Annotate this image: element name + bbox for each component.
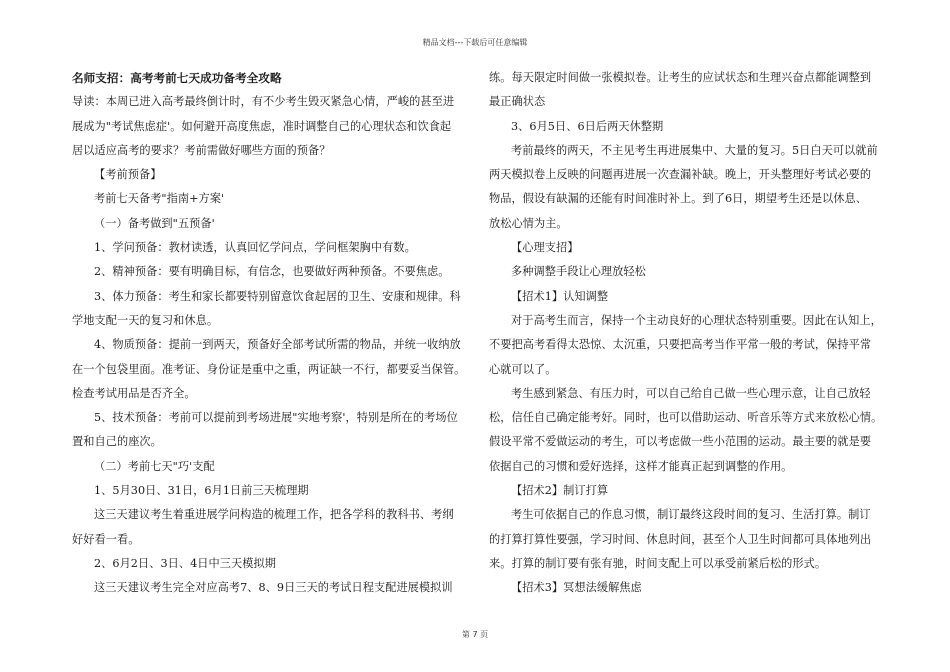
- text-line: 4、物质预备：提前一到两天，预备好全部考试所需的物品，并统一收纳放: [94, 338, 461, 352]
- text-line: 对于高考生而言，保持一个主动良好的心理状态特别重要。因此在认知上，: [511, 313, 882, 327]
- text-line: 检查考试用品是否齐全。: [72, 386, 196, 400]
- text-line: 放松心情为主。: [489, 216, 568, 230]
- text-line: 学地支配一天的复习和休息。: [72, 313, 219, 327]
- text-line: 练。每天限定时间做一张模拟卷。让考生的应试状态和生理兴奋点都能调整到: [489, 71, 872, 84]
- left-column: [72, 66, 466, 601]
- text-line: 展成为"考试焦虑症'。如何避开高度焦虑，准时调整自己的心理状态和饮食起: [72, 119, 452, 133]
- text-line: （一）备考做到"五预备': [94, 216, 215, 230]
- text-line: 导读：本周已进入高考最终倒计时，有不少考生毁灭紧急心情，严峻的甚至进: [72, 95, 455, 109]
- text-line: 【招术3】冥想法缓解焦虑: [511, 581, 642, 595]
- text-line: 5、技术预备：考前可以提前到考场进展"实地考察'，特别是所在的考场位: [94, 411, 458, 425]
- right-column: [489, 66, 883, 601]
- text-line: 考生感到紧急、有压力时，可以自己给自己做一些心理示意，让自己放轻: [511, 386, 871, 400]
- text-line: 3、体力预备：考生和家长都要特别留意饮食起居的卫生、安康和规律。科: [94, 289, 461, 303]
- text-line: 【心理支招】: [511, 241, 579, 255]
- text-line: 这三天建议考生完全对应高考7、8、9日三天的考试日程支配进展模拟训: [94, 581, 453, 595]
- text-line: 来。打算的制订要有张有驰，时间支配上可以承受前紧后松的形式。: [489, 556, 827, 570]
- text-line: 考生可依据自己的作息习惯，制订最终这段时间的复习、生活打算。制订: [511, 508, 871, 522]
- text-line: 不要把高考看得太恐惊、太沉重，只要把高考当作平常一般的考试，保持平常: [489, 338, 872, 352]
- text-line: 多种调整手段让心理放轻松: [511, 265, 646, 279]
- text-line: 【招术2】制订打算: [511, 484, 609, 498]
- text-line: 两天模拟卷上反映的问题再进展一次查漏补缺。晚上，开头整理好考试必要的: [489, 168, 872, 182]
- article-title: 名师支招：高考考前七天成功备考全攻略: [72, 71, 282, 85]
- page-footer: 第 7 页: [461, 630, 489, 639]
- text-line: 在一个包袋里面。准考证、身份证是重中之重，两证缺一不行，都要妥当保管。: [72, 362, 466, 376]
- text-line: 考前七天备考"指南+方案': [94, 192, 225, 206]
- text-line: 的打算打算性要强，学习时间、休息时间，甚至个人卫生时间都可具体地列出: [489, 532, 872, 546]
- text-line: 1、5月30日、31日，6月1日前三天梳理期: [94, 484, 309, 498]
- text-line: 假设平常不爱做运动的考生，可以考虑做一些小范围的运动。最主要的就是要: [489, 435, 872, 449]
- text-line: 2、精神预备：要有明确目标，有信念，也要做好两种预备。不要焦虑。: [94, 265, 450, 279]
- text-line: 3、6月5日、6日后两天休整期: [511, 119, 664, 133]
- text-line: 【招术1】认知调整: [511, 289, 609, 303]
- text-line: 考前最终的两天，不主见考生再进展集中、大量的复习。5日白天可以就前: [511, 143, 878, 157]
- text-line: 心就可以了。: [489, 362, 557, 376]
- text-line: 【考前预备】: [94, 168, 162, 182]
- text-line: 松，信任自己确定能考好。同时，也可以借助运动、听音乐等方式来放松心情。: [489, 411, 883, 425]
- text-line: 依据自己的习惯和爱好选择，这样才能真正起到调整的作用。: [489, 459, 793, 473]
- text-line: 最正确状态: [489, 95, 546, 109]
- text-line: 居以适应高考的要求？考前需做好哪些方面的预备？: [72, 143, 331, 157]
- text-line: 这三天建议考生着重进展学问构造的梳理工作，把各学科的教科书、考纲: [94, 508, 454, 522]
- text-line: 物品，假设有缺漏的还能有时间准时补上。到了6日，期望考生还是以休息、: [489, 192, 868, 206]
- text-line: （二）考前七天"巧'支配: [94, 459, 215, 473]
- page-header: 精品文档---下载后可任意编辑: [422, 38, 528, 47]
- text-line: 1、学问预备：教材读透，认真回忆学问点，学问框架胸中有数。: [94, 241, 416, 255]
- text-line: 好好看一看。: [72, 532, 140, 546]
- text-line: 2、6月2日、3日、4日中三天模拟期: [94, 556, 276, 570]
- text-line: 置和自己的座次。: [72, 435, 162, 449]
